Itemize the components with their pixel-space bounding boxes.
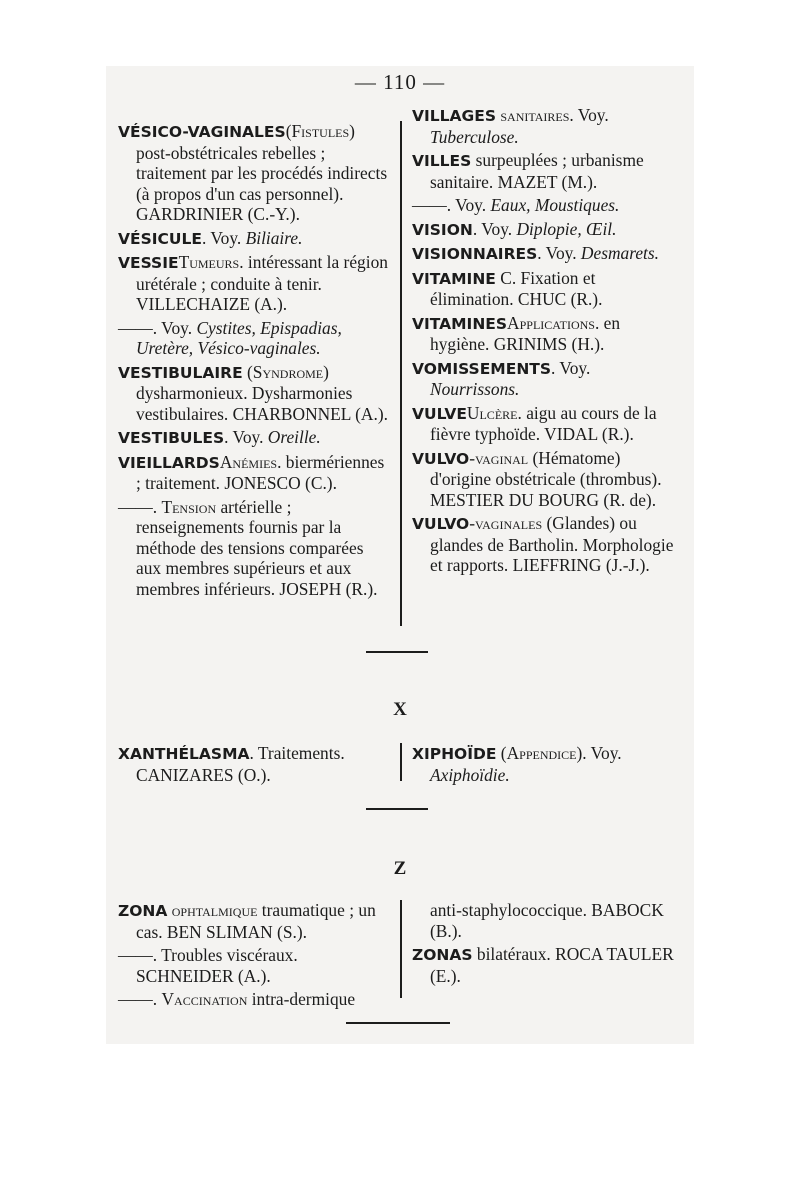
entry-headword: VILLES xyxy=(412,152,472,170)
entry-text: en hygiène. GRINIMS (H.). xyxy=(430,312,621,354)
column-left-v xyxy=(118,121,390,602)
index-entry xyxy=(412,105,682,147)
entry-text: traumatique ; un cas. BEN SLIMAN (S.). xyxy=(136,900,376,942)
entry-headword: VÉSICO-VAGINALES xyxy=(118,123,286,141)
entry-headword: VESSIE xyxy=(118,254,179,272)
entry-headword: VISION xyxy=(412,220,473,239)
entry-cross-reference: Cystites, Epispadias, Uretère, Vésico-vaginales. xyxy=(136,317,342,358)
entry-headword: ZONA xyxy=(118,902,168,920)
column-right-x xyxy=(412,743,682,788)
entry-text: artérielle ; renseignements fournis par la méthode des tensions comparées aux membres supérieurs et aux membres inférieurs. JOSEPH (R.). xyxy=(136,496,378,599)
entry-subheading: Ulcère xyxy=(466,402,518,423)
entry-cross-reference: Eaux, Moustiques. xyxy=(490,195,620,215)
index-entry xyxy=(118,427,390,449)
entry-subheading: (Appendice) xyxy=(496,743,583,763)
index-entry xyxy=(412,900,682,941)
index-entry xyxy=(118,900,390,942)
entry-subheading: (Fistules) xyxy=(285,121,355,141)
entry-headword: ZONAS xyxy=(412,946,473,964)
index-entry xyxy=(118,743,400,785)
section-rule-x xyxy=(366,808,428,810)
index-entry xyxy=(412,743,682,785)
index-entry xyxy=(118,452,390,494)
entry-text: . Voy. xyxy=(152,317,197,338)
entry-cross-reference: Diplopie, Œil. xyxy=(516,218,617,239)
index-entry xyxy=(118,497,390,600)
entry-text: intra-dermique xyxy=(247,989,356,1009)
entry-text: biermériennes ; traitement. JONESCO (C.). xyxy=(136,451,385,493)
column-right-z xyxy=(412,900,682,989)
section-letter-x: X xyxy=(393,699,407,720)
entry-text: . Voy. xyxy=(201,227,246,248)
entry-headword: XANTHÉLASMA xyxy=(118,745,250,763)
column-left-x xyxy=(118,743,400,788)
entry-text: . Voy. xyxy=(551,357,591,378)
entry-subheading: Vaccination xyxy=(161,989,248,1009)
entry-text: C. Fixation et élimination. CHUC (R.). xyxy=(430,267,603,309)
entry-subheading: Anémies xyxy=(219,451,278,472)
entry-cross-reference: Axiphoïdie. xyxy=(430,764,510,785)
index-entry xyxy=(412,195,682,216)
entry-subheading: -vaginal xyxy=(469,447,529,468)
entry-text: . Voy. xyxy=(569,105,609,125)
entry-text: . Voy. xyxy=(582,743,622,763)
entry-text: bilatéraux. ROCA TAULER (E.). xyxy=(430,944,674,986)
entry-headword: VITAMINES xyxy=(412,314,508,333)
entry-headword: VULVO xyxy=(412,515,470,533)
index-entry xyxy=(412,268,682,310)
entry-repeat-dash: —— xyxy=(118,496,153,517)
index-entry xyxy=(118,362,390,425)
entry-text: . xyxy=(152,989,162,1009)
section-rule-z xyxy=(346,1022,450,1024)
entry-text: . xyxy=(239,252,248,272)
entry-text: dysharmonieux. Dysharmonies vestibulaires. CHARBONNEL (A.). xyxy=(136,383,388,424)
entry-repeat-dash: —— xyxy=(118,317,153,338)
entry-headword: VOMISSEMENTS xyxy=(412,359,552,378)
entry-headword: VILLAGES xyxy=(412,107,496,125)
index-entry xyxy=(412,243,682,265)
column-right-v xyxy=(412,105,682,579)
index-entry xyxy=(412,150,682,192)
column-divider-x xyxy=(400,743,402,781)
page-number: — 110 — xyxy=(354,70,446,94)
index-entry xyxy=(118,121,390,225)
column-divider-v xyxy=(400,121,402,626)
entry-subheading: Tumeurs xyxy=(178,252,240,272)
entry-text: post-obstétricales rebelles ; traitement par les procédés indirects (à propos d'un cas personnel). GARDRINIER (C.-Y.). xyxy=(136,142,388,224)
entry-subheading: sanitaires xyxy=(496,105,570,125)
entry-headword: VIEILLARDS xyxy=(118,453,220,472)
entry-repeat-dash: —— xyxy=(118,989,153,1009)
index-entry xyxy=(412,219,682,241)
entry-text: . Troubles viscéraux. SCHNEIDER (A.). xyxy=(136,945,298,986)
entry-cross-reference: Desmarets. xyxy=(580,243,660,263)
entry-headword: VULVO xyxy=(412,449,470,468)
entry-text: . xyxy=(152,496,162,517)
index-entry xyxy=(118,989,390,1010)
entry-headword: VÉSICULE xyxy=(118,229,202,248)
column-divider-z xyxy=(400,900,402,998)
entry-headword: VESTIBULAIRE xyxy=(118,363,243,382)
entry-text: anti-staphylococcique. BABOCK (B.). xyxy=(430,900,664,941)
entry-text: . Traitements. CANIZARES (O.). xyxy=(136,743,345,785)
index-entry xyxy=(412,313,682,355)
entry-text: surpeuplées ; urbanisme sanitaire. MAZET (M.). xyxy=(430,150,644,192)
index-entry xyxy=(118,318,390,359)
entry-headword: VISIONNAIRES xyxy=(412,245,538,263)
entry-text: . Voy. xyxy=(472,218,517,239)
entry-subheading: (Syndrome) xyxy=(242,361,329,382)
entry-text: . xyxy=(277,451,286,472)
section-letter-z: Z xyxy=(393,858,407,879)
entry-repeat-dash: —— xyxy=(412,195,447,215)
entry-headword: VESTIBULES xyxy=(118,429,225,447)
entry-headword: VULVE xyxy=(412,404,467,423)
entry-subheading: -vaginales xyxy=(469,513,543,533)
entry-cross-reference: Tuberculose. xyxy=(430,126,519,147)
entry-cross-reference: Nourrissons. xyxy=(430,379,520,399)
section-rule-v xyxy=(366,651,428,653)
index-entry xyxy=(412,403,682,445)
entry-text: (Glandes) ou glandes de Bartholin. Morphologie et rapports. LIEFFRING (J.-J.). xyxy=(430,513,674,575)
column-left-z xyxy=(118,900,390,1013)
index-entry xyxy=(118,252,390,315)
index-entry xyxy=(412,944,682,986)
entry-text: . Voy. xyxy=(537,243,581,263)
entry-text: intéressant la région urétérale ; conduite à tenir. VILLECHAIZE (A.). xyxy=(136,252,388,314)
entry-text: . Voy. xyxy=(446,195,491,215)
entry-text: . xyxy=(594,312,604,333)
entry-subheading: ophtalmique xyxy=(167,900,258,920)
index-entry xyxy=(118,228,390,250)
entry-text: . Voy. xyxy=(224,427,268,447)
index-entry xyxy=(412,448,682,511)
entry-cross-reference: Biliaire. xyxy=(245,227,303,248)
entry-subheading: Applications xyxy=(507,312,595,333)
entry-subheading: Tension xyxy=(161,496,217,517)
index-entry xyxy=(412,358,682,400)
entry-cross-reference: Oreille. xyxy=(267,427,321,447)
entry-text: (Hématome) d'origine obstétricale (thrombus). MESTIER DU BOURG (R. de). xyxy=(430,447,662,510)
entry-repeat-dash: —— xyxy=(118,945,153,965)
entry-text: . xyxy=(517,402,527,423)
index-entry xyxy=(118,945,390,986)
entry-text: aigu au cours de la fièvre typhoïde. VIDAL (R.). xyxy=(430,402,657,444)
entry-headword: XIPHOÏDE xyxy=(412,745,497,763)
index-entry xyxy=(412,513,682,576)
entry-headword: VITAMINE xyxy=(412,269,496,288)
